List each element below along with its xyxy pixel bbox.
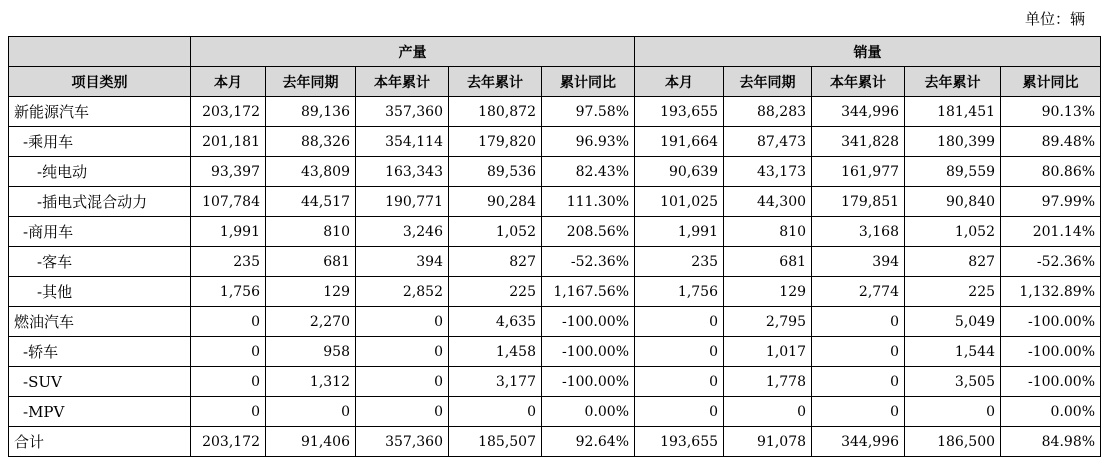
table-cell: 201,181 xyxy=(191,127,266,157)
table-cell: 0 xyxy=(724,397,812,427)
table-cell: -100.00% xyxy=(542,337,635,367)
header-empty-cell xyxy=(9,37,191,67)
table-cell: 185,507 xyxy=(449,427,542,457)
header-column-row xyxy=(9,67,1101,97)
header-column: 去年累计 xyxy=(905,67,1001,97)
table-cell: 0 xyxy=(812,337,905,367)
table-cell: 1,458 xyxy=(449,337,542,367)
table-cell: 0 xyxy=(812,367,905,397)
table-cell: 180,399 xyxy=(905,127,1001,157)
table-cell: 235 xyxy=(635,247,724,277)
table-row xyxy=(9,217,1101,247)
table-cell: 161,977 xyxy=(812,157,905,187)
table-cell: 0 xyxy=(356,367,449,397)
table-cell: 186,500 xyxy=(905,427,1001,457)
table-cell: 3,177 xyxy=(449,367,542,397)
table-row xyxy=(9,247,1101,277)
row-label: -SUV xyxy=(9,367,191,397)
table-cell: 0.00% xyxy=(542,397,635,427)
table-cell: 357,360 xyxy=(356,97,449,127)
table-row xyxy=(9,427,1101,457)
row-label: -插电式混合动力 xyxy=(9,187,191,217)
table-cell: 1,991 xyxy=(191,217,266,247)
table-cell: 0 xyxy=(635,337,724,367)
table-cell: 93,397 xyxy=(191,157,266,187)
table-cell: 1,312 xyxy=(266,367,356,397)
header-column: 累计同比 xyxy=(542,67,635,97)
header-column: 本月 xyxy=(191,67,266,97)
header-production: 产量 xyxy=(191,37,635,67)
table-cell: 0 xyxy=(635,367,724,397)
table-cell: 180,872 xyxy=(449,97,542,127)
table-cell: 181,451 xyxy=(905,97,1001,127)
row-label: -商用车 xyxy=(9,217,191,247)
table-cell: 235 xyxy=(191,247,266,277)
row-label: 合计 xyxy=(9,427,191,457)
table-cell: 43,809 xyxy=(266,157,356,187)
table-cell: 97.99% xyxy=(1001,187,1101,217)
table-cell: 2,852 xyxy=(356,277,449,307)
table-cell: 1,017 xyxy=(724,337,812,367)
table-cell: 3,246 xyxy=(356,217,449,247)
table-cell: 1,052 xyxy=(905,217,1001,247)
table-cell: 190,771 xyxy=(356,187,449,217)
table-cell: 208.56% xyxy=(542,217,635,247)
table-row xyxy=(9,277,1101,307)
table-cell: 0 xyxy=(266,397,356,427)
table-cell: 827 xyxy=(449,247,542,277)
table-cell: -100.00% xyxy=(1001,367,1101,397)
table-cell: 394 xyxy=(812,247,905,277)
table-cell: 179,851 xyxy=(812,187,905,217)
unit-label: 单位：辆 xyxy=(1024,10,1085,28)
table-row xyxy=(9,187,1101,217)
row-label: -客车 xyxy=(9,247,191,277)
table-row xyxy=(9,127,1101,157)
table-cell: 681 xyxy=(266,247,356,277)
table-cell: 107,784 xyxy=(191,187,266,217)
table-cell: 203,172 xyxy=(191,427,266,457)
table-cell: 357,360 xyxy=(356,427,449,457)
table-cell: 1,167.56% xyxy=(542,277,635,307)
header-column: 本年累计 xyxy=(356,67,449,97)
table-cell: 1,544 xyxy=(905,337,1001,367)
table-cell: 92.64% xyxy=(542,427,635,457)
table-cell: 84.98% xyxy=(1001,427,1101,457)
table-cell: 0 xyxy=(812,397,905,427)
header-column: 去年同期 xyxy=(724,67,812,97)
table-cell: 91,078 xyxy=(724,427,812,457)
table-cell: 90,284 xyxy=(449,187,542,217)
table-cell: 88,283 xyxy=(724,97,812,127)
row-label: -乘用车 xyxy=(9,127,191,157)
table-cell: 1,778 xyxy=(724,367,812,397)
row-label: -其他 xyxy=(9,277,191,307)
table-cell: 179,820 xyxy=(449,127,542,157)
header-column: 本月 xyxy=(635,67,724,97)
table-cell: 88,326 xyxy=(266,127,356,157)
table-body xyxy=(9,97,1101,457)
table-cell: 4,635 xyxy=(449,307,542,337)
table-cell: 2,795 xyxy=(724,307,812,337)
table-cell: 191,664 xyxy=(635,127,724,157)
table-cell: -100.00% xyxy=(1001,337,1101,367)
table-cell: 80.86% xyxy=(1001,157,1101,187)
table-cell: 1,756 xyxy=(635,277,724,307)
table-cell: 89,536 xyxy=(449,157,542,187)
header-sales: 销量 xyxy=(635,37,1101,67)
header-column: 去年同期 xyxy=(266,67,356,97)
table-cell: 203,172 xyxy=(191,97,266,127)
table-row xyxy=(9,367,1101,397)
table-row xyxy=(9,397,1101,427)
table-cell: -100.00% xyxy=(542,367,635,397)
table-cell: 0 xyxy=(356,337,449,367)
table-cell: 827 xyxy=(905,247,1001,277)
table-cell: 0 xyxy=(191,397,266,427)
table-cell: 225 xyxy=(905,277,1001,307)
table-cell: 163,343 xyxy=(356,157,449,187)
table-cell: -52.36% xyxy=(1001,247,1101,277)
table-cell: 90,840 xyxy=(905,187,1001,217)
table-cell: 89.48% xyxy=(1001,127,1101,157)
table-cell: 44,300 xyxy=(724,187,812,217)
table-cell: 90,639 xyxy=(635,157,724,187)
table-cell: 394 xyxy=(356,247,449,277)
table-cell: 5,049 xyxy=(905,307,1001,337)
table-cell: 1,756 xyxy=(191,277,266,307)
table-cell: 354,114 xyxy=(356,127,449,157)
table-cell: -100.00% xyxy=(1001,307,1101,337)
row-label: -轿车 xyxy=(9,337,191,367)
table-cell: 0 xyxy=(191,367,266,397)
table-cell: 681 xyxy=(724,247,812,277)
table-cell: 43,173 xyxy=(724,157,812,187)
table-row xyxy=(9,307,1101,337)
header-column: 去年累计 xyxy=(449,67,542,97)
table-cell: 201.14% xyxy=(1001,217,1101,247)
table-cell: 101,025 xyxy=(635,187,724,217)
table-cell: 2,270 xyxy=(266,307,356,337)
table-cell: 3,505 xyxy=(905,367,1001,397)
table-row xyxy=(9,97,1101,127)
table-cell: 344,996 xyxy=(812,97,905,127)
table-cell: 0 xyxy=(812,307,905,337)
table-cell: 810 xyxy=(724,217,812,247)
table-cell: 0.00% xyxy=(1001,397,1101,427)
table-cell: 0 xyxy=(356,307,449,337)
table-cell: 1,052 xyxy=(449,217,542,247)
table-cell: 344,996 xyxy=(812,427,905,457)
table-row xyxy=(9,337,1101,367)
table-cell: -52.36% xyxy=(542,247,635,277)
row-label: 燃油汽车 xyxy=(9,307,191,337)
table-cell: 82.43% xyxy=(542,157,635,187)
header-column: 累计同比 xyxy=(1001,67,1101,97)
table-cell: 44,517 xyxy=(266,187,356,217)
table-cell: 0 xyxy=(191,307,266,337)
table-cell: 810 xyxy=(266,217,356,247)
table-cell: 87,473 xyxy=(724,127,812,157)
table-row xyxy=(9,157,1101,187)
table-cell: 0 xyxy=(449,397,542,427)
table-cell: 0 xyxy=(635,397,724,427)
table-cell: 0 xyxy=(635,307,724,337)
row-label: -纯电动 xyxy=(9,157,191,187)
table-cell: 91,406 xyxy=(266,427,356,457)
table-cell: 129 xyxy=(266,277,356,307)
header-group-row xyxy=(9,37,1101,67)
table-cell: 97.58% xyxy=(542,97,635,127)
production-sales-table xyxy=(8,36,1101,457)
table-cell: 0 xyxy=(356,397,449,427)
table-cell: 0 xyxy=(191,337,266,367)
table-cell: 225 xyxy=(449,277,542,307)
table-cell: 958 xyxy=(266,337,356,367)
table-cell: 1,991 xyxy=(635,217,724,247)
header-category: 项目类别 xyxy=(9,67,191,97)
table-cell: 193,655 xyxy=(635,427,724,457)
header-column: 本年累计 xyxy=(812,67,905,97)
table-cell: 111.30% xyxy=(542,187,635,217)
table-cell: -100.00% xyxy=(542,307,635,337)
table-cell: 96.93% xyxy=(542,127,635,157)
table-cell: 193,655 xyxy=(635,97,724,127)
table-cell: 341,828 xyxy=(812,127,905,157)
table-cell: 3,168 xyxy=(812,217,905,247)
table-cell: 0 xyxy=(905,397,1001,427)
table-cell: 89,559 xyxy=(905,157,1001,187)
table-cell: 129 xyxy=(724,277,812,307)
table-cell: 1,132.89% xyxy=(1001,277,1101,307)
table-cell: 90.13% xyxy=(1001,97,1101,127)
table-cell: 2,774 xyxy=(812,277,905,307)
row-label: -MPV xyxy=(9,397,191,427)
table-cell: 89,136 xyxy=(266,97,356,127)
row-label: 新能源汽车 xyxy=(9,97,191,127)
